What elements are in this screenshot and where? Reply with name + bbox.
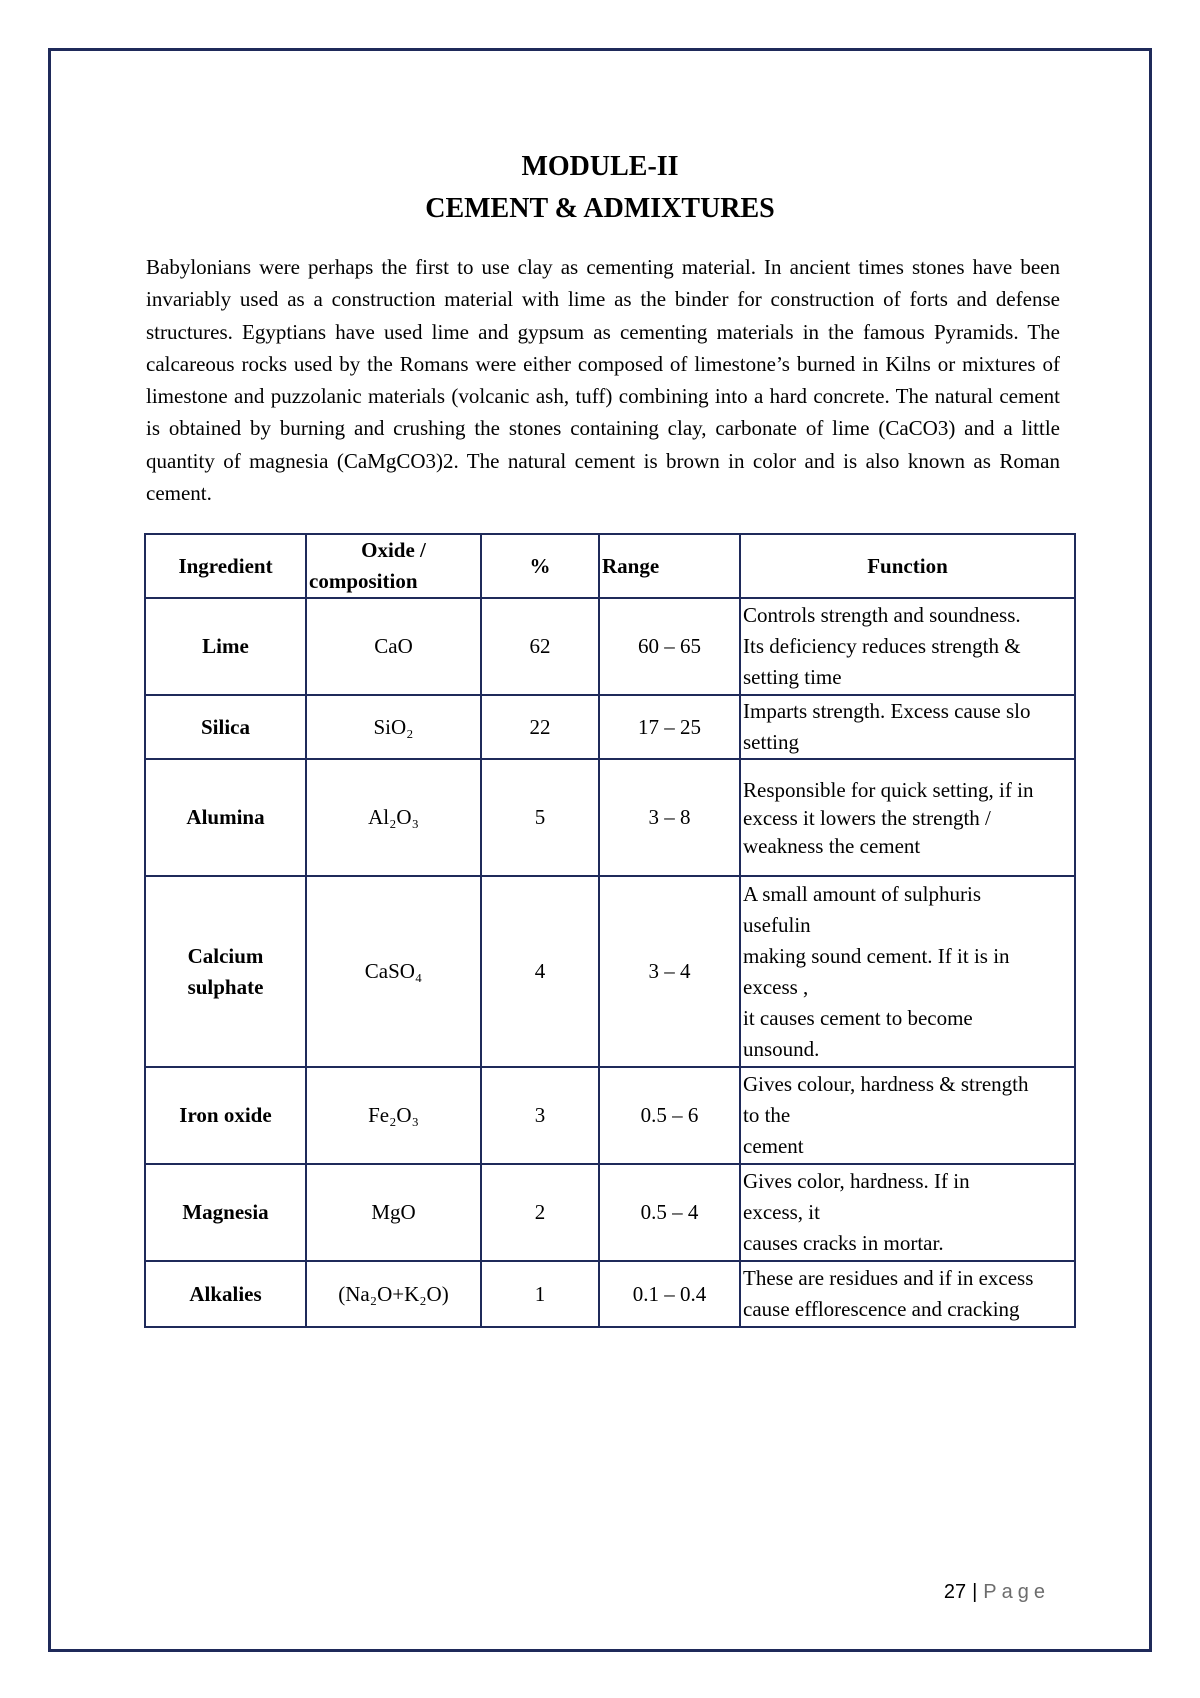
cement-composition-table xyxy=(144,533,1076,1328)
cell-range: 17 – 25 xyxy=(599,695,740,759)
cell-function xyxy=(740,695,1075,759)
cell-percent: 1 xyxy=(481,1261,599,1327)
subject-title: CEMENT & ADMIXTURES xyxy=(425,193,775,224)
function-line: setting xyxy=(743,730,799,754)
function-line: usefulin xyxy=(743,912,811,937)
cell-oxide: CaO xyxy=(306,598,481,695)
function-line: setting time xyxy=(743,665,842,689)
cell-function xyxy=(740,759,1075,876)
cell-percent: 22 xyxy=(481,695,599,759)
cell-ingredient: Iron oxide xyxy=(145,1067,306,1164)
cell-ingredient: Alkalies xyxy=(145,1261,306,1327)
table-row xyxy=(145,1261,1075,1327)
cell-function xyxy=(740,1261,1075,1327)
header-range: Range xyxy=(599,534,740,598)
cell-range: 0.5 – 6 xyxy=(599,1067,740,1164)
cell-function xyxy=(740,1067,1075,1164)
function-line: excess , xyxy=(743,974,809,999)
intro-paragraph: Babylonians were perhaps the first to use clay as cementing material. In ancient times stones have been invariably used as a construction material with lime as the binder for construction of forts and defense structures. Egyptians have used lime and gypsum as cementing materials in the famous Pyramids. The calcareous rocks used by the Romans were either composed of limestone’s burned in Kilns or mixtures of limestone and puzzolanic materials (volcanic ash, tuff) combining into a hard concrete. The natural cement is obtained by burning and crushing the stones containing clay, carbonate of lime (CaCO3) and a little quantity of magnesia (CaMgCO3)2. The natural cement is brown in color and is also known as Roman cement. xyxy=(146,255,1060,506)
function-line: Responsible for quick setting, if in xyxy=(743,777,1034,802)
cell-ingredient: Lime xyxy=(145,598,306,695)
ingredient-line: sulphate xyxy=(187,974,264,999)
header-oxide-line2: composition xyxy=(309,569,418,593)
function-line: Imparts strength. Excess cause slo xyxy=(743,699,1031,723)
cell-range: 3 – 8 xyxy=(599,759,740,876)
function-line: causes cracks in mortar. xyxy=(743,1231,944,1255)
cell-range: 0.1 – 0.4 xyxy=(599,1261,740,1327)
cell-range: 0.5 – 4 xyxy=(599,1164,740,1261)
cell-oxide: CaSO₄ xyxy=(306,876,481,1067)
header-oxide-line1: Oxide / xyxy=(361,538,426,562)
cell-range: 60 – 65 xyxy=(599,598,740,695)
cell-oxide: MgO xyxy=(306,1164,481,1261)
table-row xyxy=(145,1067,1075,1164)
table-row xyxy=(145,876,1075,1067)
cell-ingredient: Alumina xyxy=(145,759,306,876)
cell-oxide: (Na₂O+K₂O) xyxy=(306,1261,481,1327)
cell-ingredient: Magnesia xyxy=(145,1164,306,1261)
header-oxide xyxy=(306,534,481,598)
function-line: These are residues and if in excess xyxy=(743,1266,1034,1290)
cell-range: 3 – 4 xyxy=(599,876,740,1067)
page-label: Page xyxy=(983,1581,1050,1603)
function-line: it causes cement to become xyxy=(743,1005,973,1030)
function-line: cement xyxy=(743,1134,804,1158)
function-line: Controls strength and soundness. xyxy=(743,603,1021,627)
function-line: A small amount of sulphuris xyxy=(743,881,981,906)
cell-function xyxy=(740,876,1075,1067)
header-percent: % xyxy=(481,534,599,598)
function-line: making sound cement. If it is in xyxy=(743,943,1010,968)
cell-percent: 3 xyxy=(481,1067,599,1164)
function-line: Gives colour, hardness & strength xyxy=(743,1072,1029,1096)
function-line: excess, it xyxy=(743,1200,820,1224)
cell-oxide: SiO₂ xyxy=(306,695,481,759)
cell-function xyxy=(740,598,1075,695)
cell-percent: 62 xyxy=(481,598,599,695)
cell-ingredient: Silica xyxy=(145,695,306,759)
page-separator: | xyxy=(972,1581,978,1603)
function-line: cause efflorescence and cracking xyxy=(743,1297,1020,1321)
ingredient-line: Calcium xyxy=(187,943,264,968)
function-line: Gives color, hardness. If in xyxy=(743,1169,970,1193)
page-footer xyxy=(944,1581,1050,1604)
function-line: weakness the cement xyxy=(743,833,921,858)
table-row xyxy=(145,759,1075,876)
function-line: Its deficiency reduces strength & xyxy=(743,634,1021,658)
cell-function xyxy=(740,1164,1075,1261)
cell-oxide: Fe₂O₃ xyxy=(306,1067,481,1164)
function-line: to the xyxy=(743,1103,791,1127)
header-function: Function xyxy=(740,534,1075,598)
table-row xyxy=(145,1164,1075,1261)
function-line: unsound. xyxy=(743,1036,820,1061)
header-ingredient: Ingredient xyxy=(145,534,306,598)
table-row xyxy=(145,695,1075,759)
cell-oxide: Al₂O₃ xyxy=(306,759,481,876)
table-header-row xyxy=(145,534,1075,598)
cell-percent: 4 xyxy=(481,876,599,1067)
cell-ingredient xyxy=(145,876,306,1067)
table-row xyxy=(145,598,1075,695)
cell-percent: 5 xyxy=(481,759,599,876)
module-title: MODULE-II xyxy=(521,151,679,182)
cell-percent: 2 xyxy=(481,1164,599,1261)
title-block xyxy=(0,146,1200,230)
function-line: excess it lowers the strength / xyxy=(743,805,991,830)
page-number: 27 xyxy=(943,1581,967,1603)
